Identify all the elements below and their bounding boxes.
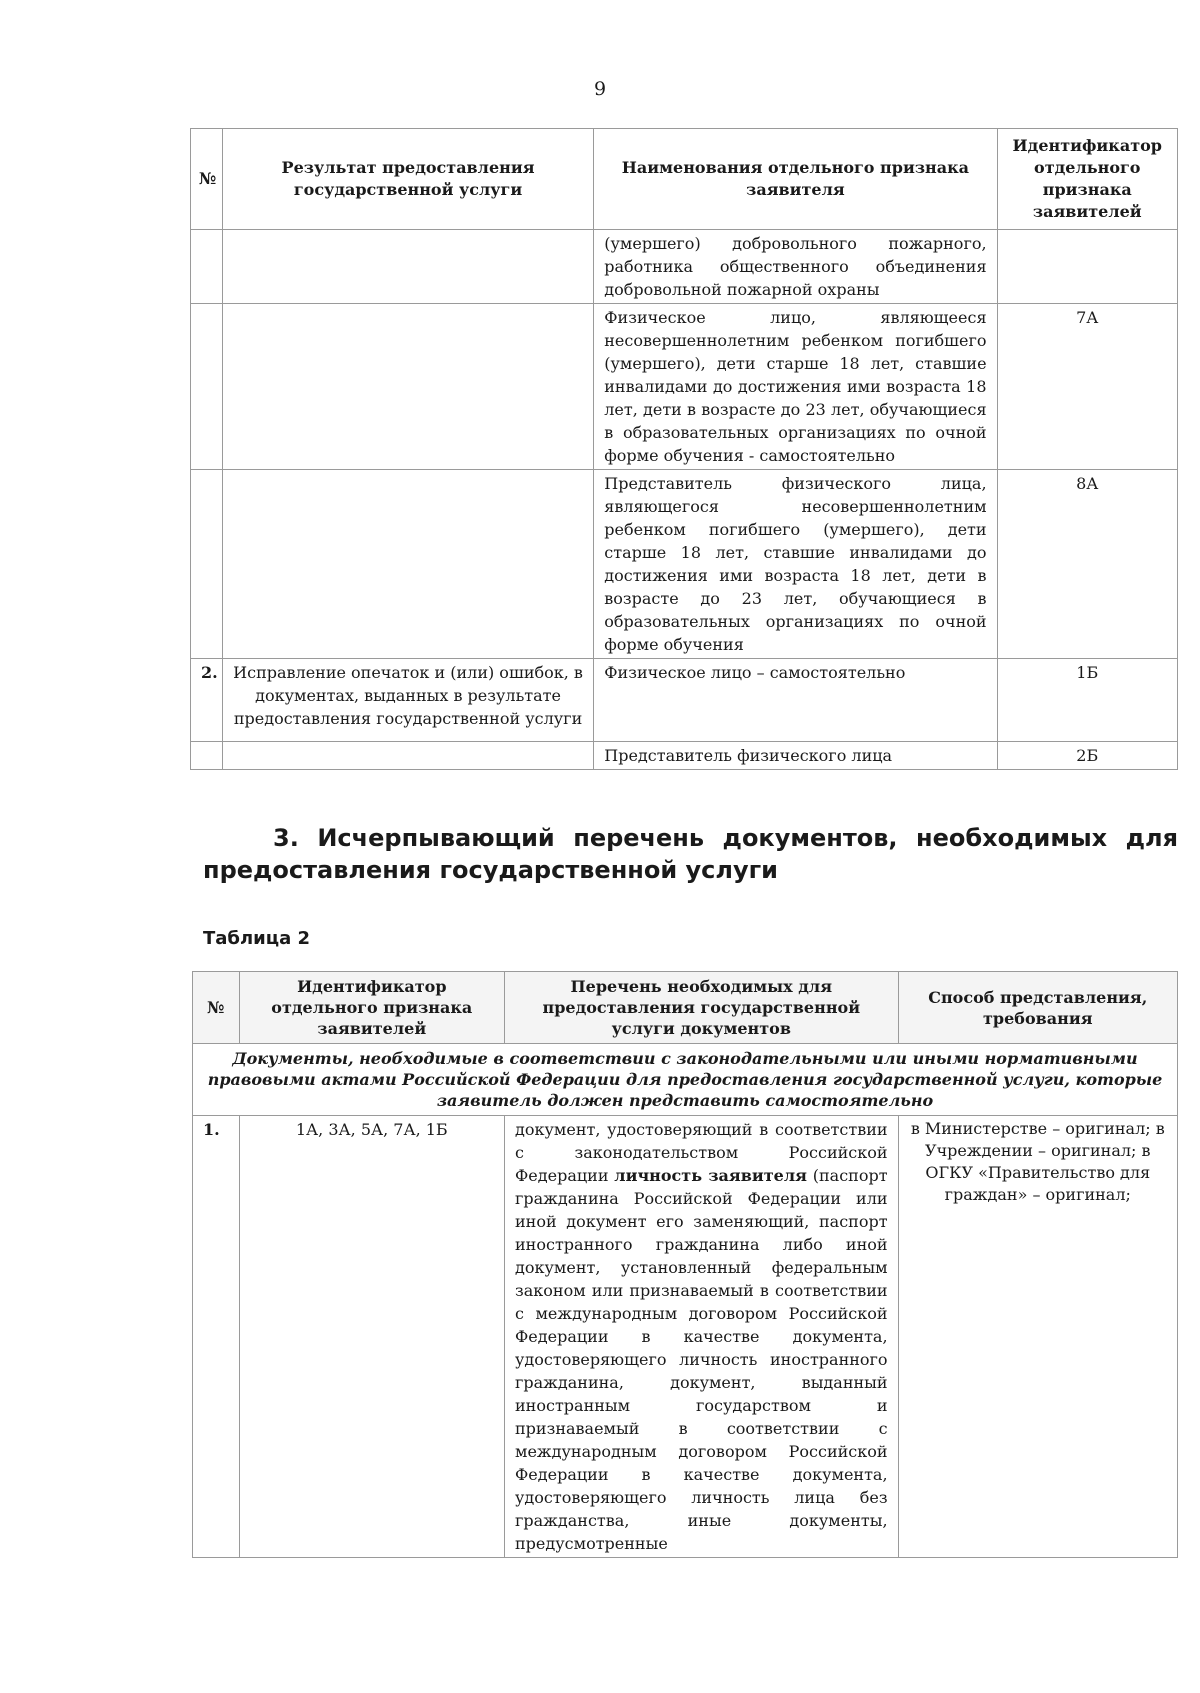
table-row [191, 659, 1178, 742]
cell-id: 8А [997, 470, 1177, 659]
header-no: № [193, 972, 240, 1044]
page-number: 9 [593, 78, 607, 100]
header-id: Идентификатор отдельного признака заявителей [997, 129, 1177, 230]
cell-ids: 1А, 3А, 5А, 7А, 1Б [239, 1116, 504, 1558]
cell-no [191, 742, 223, 770]
cell-result: Исправление опечаток и (или) ошибок, в документах, выданных в результате предоставления государственной услуги [222, 659, 593, 742]
cell-way: в Министерстве – оригинал; в Учреждении – оригинал; в ОГКУ «Правительство для граждан» – оригинал; [898, 1116, 1177, 1558]
applicant-features-table [190, 128, 1178, 770]
cell-docs [505, 1116, 899, 1558]
cell-id: 7А [997, 304, 1177, 470]
header-result: Результат предоставления государственной услуги [222, 129, 593, 230]
section-heading-line1: 3. Исчерпывающий перечень документов, необходимых для [273, 824, 1178, 852]
header-way: Способ представления, требования [898, 972, 1177, 1044]
table-row [191, 470, 1178, 659]
cell-no: 2. [191, 659, 223, 742]
cell-feature: Представитель физического лица, являющегося несовершеннолетним ребенком погибшего (умершего), дети старше 18 лет, ставшие инвалидами до достижения ими возраста 18 лет, дети в возрасте до 23 лет, обучающиеся в образовательных организациях по очной форме обучения [594, 470, 997, 659]
cell-id [997, 230, 1177, 304]
cell-result [222, 470, 593, 659]
cell-feature: Физическое лицо – самостоятельно [594, 659, 997, 742]
cell-result [222, 230, 593, 304]
cell-no [191, 470, 223, 659]
documents-table [192, 971, 1178, 1558]
cell-feature: (умершего) добровольного пожарного, работника общественного объединения добровольной пожарной охраны [594, 230, 997, 304]
cell-feature: Физическое лицо, являющееся несовершеннолетним ребенком погибшего (умершего), дети старше 18 лет, ставшие инвалидами до достижения ими возраста 18 лет, дети в возрасте до 23 лет, обучающиеся в образовательных организациях по очной форме обучения - самостоятельно [594, 304, 997, 470]
cell-no: 1. [193, 1116, 240, 1558]
cell-id: 2Б [997, 742, 1177, 770]
docs-text-part2: (паспорт гражданина Российской Федерации или иной документ его заменяющий, паспорт иностранного гражданина либо иной документ, установленный федеральным законом или признаваемый в соответствии с международным договором Российской Федерации в качестве документа, удостоверяющего личность иностранного гражданина, документ, выданный иностранным государством и признаваемый в соответствии с международным договором Российской Федерации в качестве документа, удостоверяющего личность лица без гражданства, иные документы, предусмотренные [515, 1166, 888, 1553]
header-id: Идентификатор отдельного признака заявителей [239, 972, 504, 1044]
cell-no [191, 304, 223, 470]
cell-no [191, 230, 223, 304]
table-row [191, 230, 1178, 304]
docs-text-part1: документ, удостоверяющий в соответствии с законодательством Российской Федерации [515, 1120, 888, 1185]
table-row [191, 304, 1178, 470]
cell-feature: Представитель физического лица [594, 742, 997, 770]
header-feature: Наименования отдельного признака заявителя [594, 129, 997, 230]
table-caption: Таблица 2 [203, 928, 311, 949]
section-heading-line2: предоставления государственной услуги [203, 856, 778, 884]
cell-id: 1Б [997, 659, 1177, 742]
table-subheader: Документы, необходимые в соответствии с законодательными или иными нормативными правовыми актами Российской Федерации для предоставления государственной услуги, которые заявитель должен представить самостоятельно [193, 1044, 1178, 1116]
cell-result [222, 742, 593, 770]
section-heading [203, 822, 1178, 886]
docs-text-bold: личность заявителя [614, 1166, 807, 1185]
table-row [191, 742, 1178, 770]
table-header-row [191, 129, 1178, 230]
table-header-row [193, 972, 1178, 1044]
table-subheader-row [193, 1044, 1178, 1116]
table-row [193, 1116, 1178, 1558]
header-docs: Перечень необходимых для предоставления государственной услуги документов [505, 972, 899, 1044]
cell-result [222, 304, 593, 470]
header-no: № [191, 129, 223, 230]
